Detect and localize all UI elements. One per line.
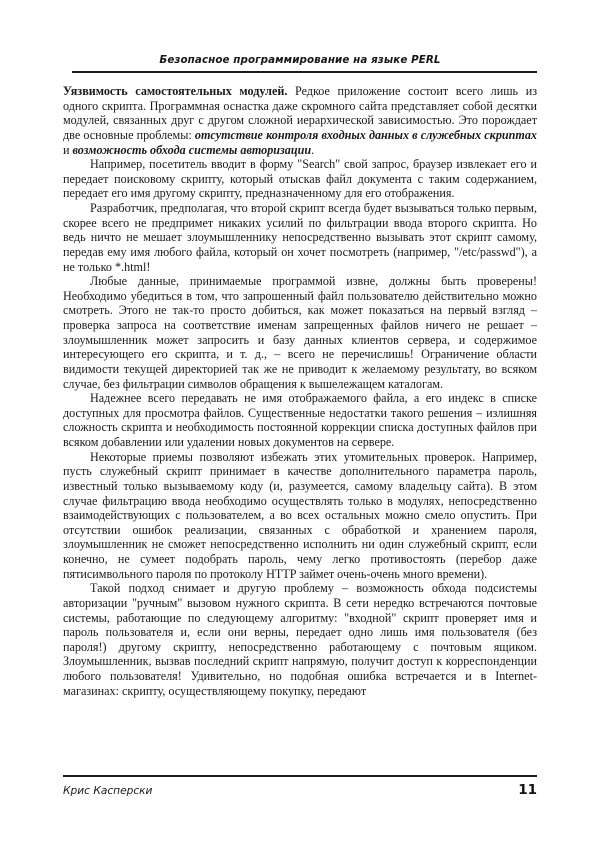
paragraph-1-body: Редкое приложение состоит всего лишь из одного скрипта. Программная оснастка даже скромного сайта представляет собой десятки модулей, связанных друг с другом сложной иерархической зависимостью. Это порождает две основные проблемы: — [63, 84, 537, 142]
paragraph-7: Такой подход снимает и другую проблему – возможность обхода подсистемы авторизации "ручным" вызовом нужного скрипта. В сети нередко встречаются почтовые системы, работающие по следующему алгоритму: "входной" скрипт проверяет имя и пароль пользователя и, если они верны, передает одно лишь имя пользователя (без пароля!) другому скрипту, непосредственно работающему с почтовым ящиком. Злоумышленник, вызвав последний скрипт напрямую, получит доступ к корреспонденции любого пользователя! Удивительно, но подобная ошибка встречается и в Internet-магазинах: скрипту, осуществляющему покупку, передают — [63, 581, 537, 698]
header-rule — [72, 71, 537, 73]
paragraph-1-lead-in: Уязвимость самостоятельных модулей. — [63, 84, 288, 98]
body-text-block — [63, 84, 537, 698]
paragraph-1-emphasis-2: возможность обхода системы авторизации — [72, 142, 312, 157]
running-head: Безопасное программирование на языке PERL — [159, 54, 441, 66]
paragraph-1-tail: . — [311, 142, 315, 157]
paragraph-4: Любые данные, принимаемые программой извне, должны быть проверены! Необходимо убедиться в том, что запрошенный файл пользователю действительно можно смотреть. Этого не так-то просто добиться, как может показаться на первый взгляд – проверка запроса на соответствие именам запрещенных файлов ничего не решает – злоумышленник может запросить и базу данных клиентов сервера, и содержимое интересующего его скрипта, и т. д., – всего не перечислишь! Ограничение области видимости текущей директорией так же не приводит к желаемому результату, во всяком случае, без фильтрации символов обращения к вышележащем каталогам. — [63, 274, 537, 391]
footer-page-number: 11 — [518, 782, 537, 798]
paragraph-1-emphasis-1: отсутствие контроля входных данных в служебных скриптах — [194, 127, 537, 142]
page-footer — [63, 782, 537, 798]
footer-author: Крис Касперски — [63, 785, 153, 797]
paragraph-1-conjunction: и — [63, 142, 73, 157]
paragraph-2: Например, посетитель вводит в форму "Search" свой запрос, браузер извлекает его и передает поисковому скрипту, который отыскав файл документа с таким содержанием, передает его имя другому скрипту, предназначенному для его отображения. — [63, 157, 537, 201]
paragraph-6: Некоторые приемы позволяют избежать этих утомительных проверок. Например, пусть служебный скрипт принимает в качестве дополнительного параметра пароль, известный только вызываемому коду (и, разумеется, самому владельцу сайта). В этом случае фильтрацию ввода необходимо осуществлять только в модулях, непосредственно взаимодействующих с пользователем, а во всех остальных можно смело опустить. При отсутствии ошибок реализации, связанных с обработкой и хранением пароля, злоумышленник не сможет непосредственно исполнить ни один служебный скрипт, если конечно, не сумеет подобрать пароль, чему легко противостоять (перебор даже пятисимвольного пароля по протоколу HTTP займет очень-очень много времени). — [63, 449, 537, 581]
paragraph-3: Разработчик, предполагая, что второй скрипт всегда будет вызываться только первым, скорее всего не предпримет никаких усилий по фильтрации ввода второго скрипта. Но ведь ничто не мешает злоумышленнику непосредственно вызывать этот скрипт самому, передав ему имя любого файла, который он хочет посмотреть (например, "/etc/passwd"), а не только *.html! — [63, 201, 537, 274]
paragraph-5: Надежнее всего передавать не имя отображаемого файла, а его индекс в списке доступных для просмотра файлов. Существенные недостатки такого решения – излишняя сложность скрипта и необходимость постоянной коррекции списка доступных файлов при всяком добавлении или удалении новых документов на сервере. — [63, 391, 537, 449]
paragraph-1 — [63, 84, 537, 157]
footer-rule — [63, 775, 537, 777]
